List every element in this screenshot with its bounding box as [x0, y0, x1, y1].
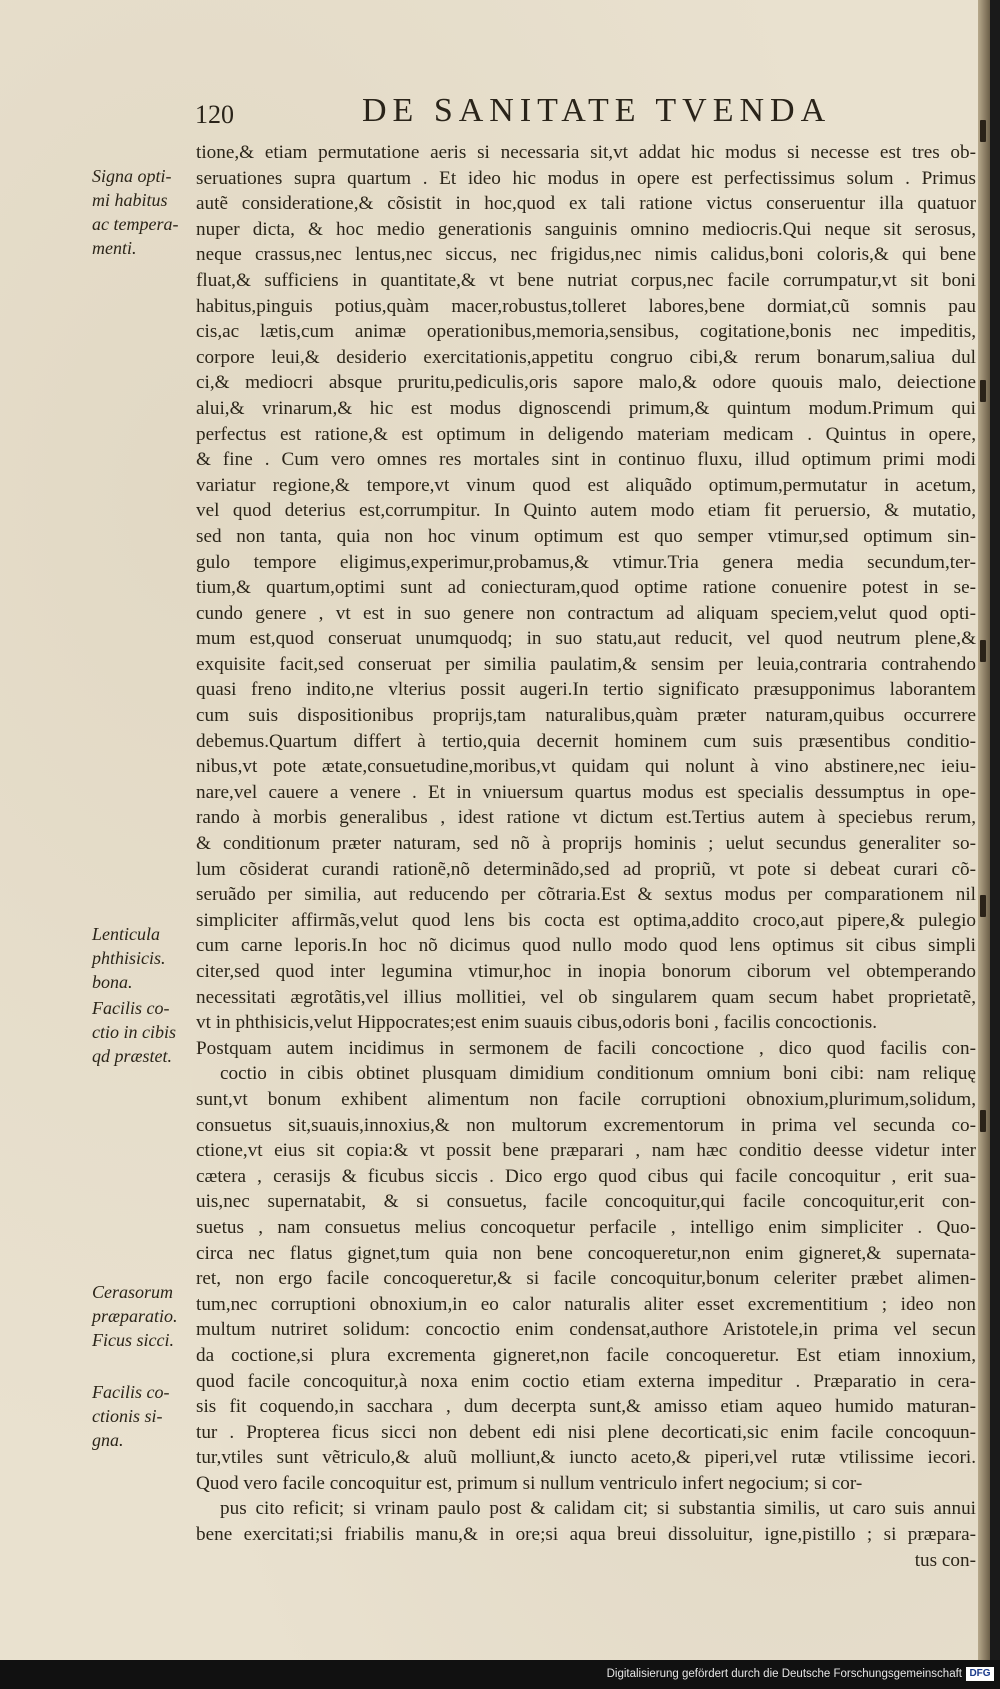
body-text [196, 140, 976, 1573]
margin-note-line: mi habitus [92, 190, 168, 210]
text-line: tione,& etiam permutatione aeris si necessaria sit,vt addat hic modus si necesse est tres ob- [196, 142, 976, 163]
margin-note-line: Cerasorum [92, 1282, 174, 1302]
margin-note-lenticula [92, 922, 192, 994]
text-line: cis,ac lætis,cum animæ operationibus,memoria,sensibus, cogitatione,bonis nec impeditis, [196, 321, 976, 343]
text-line: quod facile concoquitur,à noxa enim coctio etiam externa impeditur . Præparatio in cera- [196, 1370, 976, 1392]
text-line: tur,vtiles sunt vẽtriculo,& aluũ molliunt,& iuncto aceto,& piperi,vel rutæ vtilissime iecori. [196, 1447, 976, 1469]
text-line: sis fit coquendo,in sacchara , dum decerpta sunt,& amisso etiam aqueo humido maturan- [196, 1396, 976, 1418]
text-line: citer,sed quod inter legumina vtimur,hoc in inopia bonorum ciborum vel obtemperando [196, 961, 976, 982]
text-line: consuetus sit,suauis,innoxius,& non multorum excrementorum in prima vel secunda co- [196, 1114, 976, 1136]
margin-note-line: gna. [92, 1430, 124, 1450]
text-line: variatur regione,& tempore,vt vinum quod est aliquãdo optimum,permutatur in acetum, [196, 474, 976, 496]
book-edge [978, 0, 990, 1660]
text-line: alui,& vrinarum,& hic est modus dignoscendi primum,& quintum modum.Primum qui [196, 397, 976, 419]
text-line: tium,& quartum,optimi sunt ad coniecturam,quod optime ratione conuenire potest in se- [196, 577, 976, 599]
text-line: da coctione,si plura excrementa gigneret,non facile concoqueretur. Est etiam innoxium, [196, 1344, 976, 1366]
text-line: autẽ consideratione,& cõsistit in hoc,quod ex tali ratione victus conseruentur illa quatuor [196, 193, 976, 215]
margin-note-line: ctio in cibis [92, 1022, 176, 1042]
text-line: nuper dicta, & hoc medio generationis sanguinis omnino mediocris.Qui neque sit serosus, [196, 218, 976, 240]
text-line: circa nec flatus gignet,tum quia non bene concoqueretur,non enim gigneret,& supernata- [196, 1242, 976, 1264]
edge-mark [980, 1110, 986, 1132]
text-line: ci,& mediocri absque pruritu,pediculis,oris sapore malo,& odore quouis malo, deiectione [196, 372, 976, 394]
margin-note-line: Lenticula [92, 924, 160, 944]
text-line: habitus,pinguis potius,quàm macer,robustus,tolleret labores,bene dormiat,cũ somnis pau [196, 295, 976, 317]
margin-note-facilis [92, 996, 192, 1068]
edge-mark [980, 120, 986, 142]
text-line: necessitati ægrotãtis,vel illius mollitiei, vel ob singularem quam secum habet proprietatẽ, [196, 986, 976, 1008]
edge-mark [980, 895, 986, 917]
text-line: & conditionum præter naturam, sed nõ à proprijs hominis ; uelut secundus generaliter so- [196, 833, 976, 855]
text-line: mum est,quod conseruat unumquodq; in suo statu,aut reducit, vel quod neutrum plene,& [196, 628, 976, 650]
text-line: & fine . Cum vero omnes res mortales sint in continuo fluxu, illud optimum primi modi [196, 449, 976, 471]
margin-note-signa [92, 164, 192, 260]
page-number: 120 [195, 100, 234, 129]
text-line: quasi freno indito,ne vlterius possit augeri.In tertio significato præsupponimus laborantem [196, 679, 976, 701]
margin-note-line: Signa opti- [92, 166, 172, 186]
text-line: uis,nec supernatabit, & si consuetus, facile concoquitur,qui facile concoquitur,erit con- [196, 1191, 976, 1213]
margin-note-line: qd præstet. [92, 1046, 173, 1066]
text-line: exquisite facit,sed conseruat per similia paulatim,& sensim per leuia,contraria contrahendo [196, 653, 976, 675]
margin-note-cerasorum [92, 1280, 192, 1328]
text-line: simpliciter affirmãs,velut quod lens bis cocta est optima,addito croco,aut pipere,& pulegio [196, 909, 976, 931]
margin-note-line: præparatio. [92, 1306, 178, 1326]
edge-mark [980, 640, 986, 662]
text-line: nare,vel cauere a venere . Et in vniuersum quartus modus est specialis dessumptus in ope- [196, 781, 976, 803]
text-line: tum,nec corruptioni obnoxium,in eo calor naturalis aliter esset excrementitium ; ideo non [196, 1293, 976, 1315]
margin-note-facilis-coctionis [92, 1380, 192, 1452]
margin-note-line: Ficus sicci. [92, 1330, 174, 1350]
text-line: suetus , nam consuetus melius concoquetur perfacile , intelligo enim simpliciter . Quo- [196, 1216, 976, 1238]
text-line: bene exercitati;si friabilis manu,& in ore;si aqua breui dissoluitur, igne,pistillo ; si præpara- [196, 1524, 976, 1546]
text-line: lum cõsiderat curandi rationẽ,nõ determinãdo,sed ad propriũ, vt pote si debeat curari cõ- [196, 858, 976, 880]
text-line: perfectus est ratione,& est optimum in deligendo materiam medicam . Quintus in opere, [196, 423, 976, 445]
text-line: cum suis dispositionibus proprijs,tam naturalibus,quàm præter naturam,quibus occurrere [196, 705, 976, 727]
text-line: vel quod deterius est,corrumpitur. In Quinto autem modo etiam fit peruersio, & mutatio, [196, 500, 976, 522]
edge-mark [980, 380, 986, 402]
text-line: Postquam autem incidimus in sermonem de facili concoctione , dico quod facilis con- [196, 1037, 976, 1059]
text-line: nibus,vt pote ætate,consuetudine,moribus,vt quidam qui nolunt à vino abstinere,nec ieiu- [196, 756, 976, 778]
margin-note-line: ctionis si- [92, 1406, 163, 1426]
text-line: coctio in cibis obtinet plusquam dimidium conditionum omnium boni cibi: nam reliquę [220, 1063, 976, 1085]
margin-note-line: Facilis co- [92, 1382, 170, 1402]
margin-note-line: phthisicis. [92, 948, 166, 968]
text-line: tur . Propterea ficus sicci non debent edi nisi plene decorticati,sic enim facile concoquun- [196, 1421, 976, 1443]
text-line: ret, non ergo facile concoqueretur,& si facile concoquitur,bonum celeriter præbet alimen- [196, 1268, 976, 1290]
text-line: ctione,vt eius sit copia:& vt possit bene præparari , nam hæc conditio deesse videtur inter [196, 1140, 976, 1162]
text-line: cundo genere , vt est in suo genere non contractum ad aliquam speciem,velut quod opti- [196, 602, 976, 624]
text-line: gulo tempore eligimus,experimur,probamus,& vtimur.Tria genera media secundum,ter- [196, 551, 976, 573]
margin-note-line: menti. [92, 238, 137, 258]
text-line: corpore leui,& desiderio exercitationis,appetitu congruo cibi,& rerum bonarum,saliua dul [196, 346, 976, 368]
margin-note-line: bona. [92, 972, 133, 992]
digitization-credit: Digitalisierung gefördert durch die Deutsche Forschungsgemeinschaft [606, 1668, 962, 1680]
margin-note-line: ac tempera- [92, 214, 179, 234]
text-line: cætera , cerasijs & ficubus siccis . Dico ergo quod cibus qui facile concoquitur , erit sua- [196, 1165, 976, 1187]
text-line: seruationes supra quartum . Et ideo hic modus in opere est perfectissimus solum . Primus [196, 167, 976, 189]
text-line: multum nutriret solidum: concoctio enim condensat,authore Aristotele,in prima vel secun [196, 1319, 976, 1341]
text-line: sunt,vt bonum exhibent alimentum non facile corruptioni obnoxium,plurimum,solidum, [196, 1088, 976, 1110]
text-line: sed non tanta, quia non hoc vinum optimum est quo semper vtimur,sed optimum sin- [196, 525, 976, 547]
running-head: DE SANITATE TVENDA [362, 92, 832, 129]
text-line: cum carne leporis.In hoc nõ dicimus quod nullo modo quod lens optimus sit cibus simpli [196, 935, 976, 957]
text-line: Quod vero facile concoquitur est, primum si nullum ventriculo infert negocium; si cor- [196, 1472, 863, 1494]
text-line: vt in phthisicis,velut Hippocrates;est enim suauis cibus,odoris boni , facilis concoctionis. [196, 1012, 878, 1034]
text-line: tus con- [914, 1549, 976, 1571]
text-line: rando à morbis generalibus , idest ratione vt dictum est.Tertius autem à speciebus rerum, [196, 807, 976, 829]
margin-note-line: Facilis co- [92, 998, 170, 1018]
text-line: neque crassus,nec lentus,nec siccus, nec frigidus,nec nimis calidus,boni coloris,& qui bene [196, 244, 976, 266]
dfg-logo: DFG [966, 1667, 994, 1681]
text-line: seruãdo per similia, aut reducendo per cõtraria.Est & sextus modus per comparationem nil [196, 884, 976, 906]
text-line: fluat,& sufficiens in quantitate,& vt bene nutriat corpus,nec facile corrumpatur,vt sit boni [196, 269, 976, 291]
margin-note-ficus [92, 1328, 192, 1352]
text-line: debemus.Quartum differt à tertio,quia decernit hominem cum suis præsentibus conditio- [196, 730, 976, 752]
text-line: pus cito reficit; si vrinam paulo post & calidam cit; si substantia similis, ut caro suis annui [220, 1498, 976, 1520]
